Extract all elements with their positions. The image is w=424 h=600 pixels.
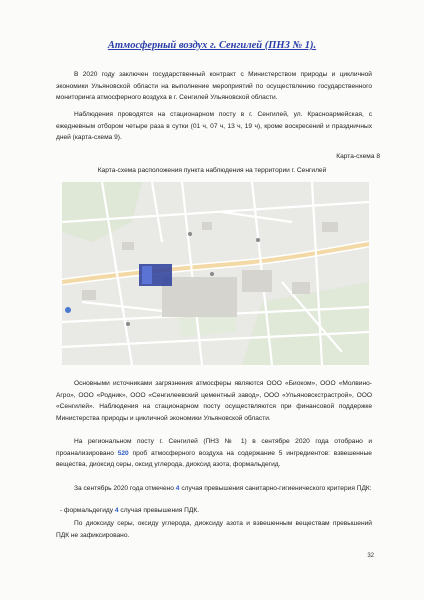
bullet-text-start: - формальдегиду (60, 507, 114, 514)
pollution-sources-paragraph (56, 378, 372, 424)
exceedances-count: 4 (175, 485, 180, 492)
pollution-sources-text: Основными источниками загрязнения атмосферы являются ООО «Биоком», ООО «Молвино-Агро», ООО «Родник», ООО «Сенгилеевский цементный завод», ООО «Ульяновскстрастрой», ООО «Сенгилей». Наблюдения на стационарном посту осуществляются при финансовой поддержке Министерства природы и цикличной экономики Ульяновской области. (56, 380, 372, 422)
monitoring-station-highlight (142, 266, 152, 284)
map-caption: Карта-схема расположения пункта наблюдения на территории г. Сенгилей (97, 167, 327, 174)
exceedances-text-end: случая превышения санитарно-гигиенического критерия ПДК: (181, 485, 372, 492)
no-exceedances-text: По диоксиду серы, оксиду углерода, диоксиду азота и взвешенным веществам превышений ПДК не зафиксировано. (56, 520, 372, 539)
samples-paragraph (56, 436, 372, 471)
page-title: Атмосферный воздух г. Сенгилей (ПНЗ № 1). (107, 40, 317, 51)
bullet-text-end: случая превышения ПДК. (120, 507, 200, 514)
page-number: 32 (367, 553, 374, 559)
samples-count: 520 (117, 449, 129, 457)
samples-text-start: На региональном посту г. Сенгилей (ПНЗ № 1) в сентябре 2020 года отобрано и проанализировано (56, 438, 372, 457)
bullet-count: 4 (114, 507, 119, 514)
intro-text-contract: В 2020 году заключен государственный контракт с Министерством природы и цикличной экономики Ульяновской области на выполнение мероприятий по осуществлению государственного мониторинга атмосферного воздуха в г. Сенгилей Ульяновской области. (56, 71, 372, 102)
intro-paragraph-observations (56, 109, 372, 144)
intro-paragraph-contract (56, 69, 372, 104)
no-exceedances-paragraph (56, 518, 372, 541)
exceedances-paragraph (56, 483, 372, 495)
samples-text-end: проб атмосферного воздуха на содержание 5 ингредиентов: взвешенные вещества, диоксид серы, оксид углерода, диоксид азота, формальдегид. (56, 449, 372, 469)
formaldehyde-bullet (56, 505, 372, 517)
location-map (62, 182, 369, 365)
map-label: Карта-схема 8 (336, 153, 380, 160)
intro-text-observations: Наблюдения проводятся на стационарном посту в г. Сенгилей, ул. Красноармейская, с ежедневным отбором четыре раза в сутки (01 ч, 07 ч, 13 ч, 19 ч), кроме воскресений и праздничных дней (карта-схема 9). (56, 111, 372, 142)
exceedances-text-start: За сентябрь 2020 года отмечено (74, 485, 174, 492)
